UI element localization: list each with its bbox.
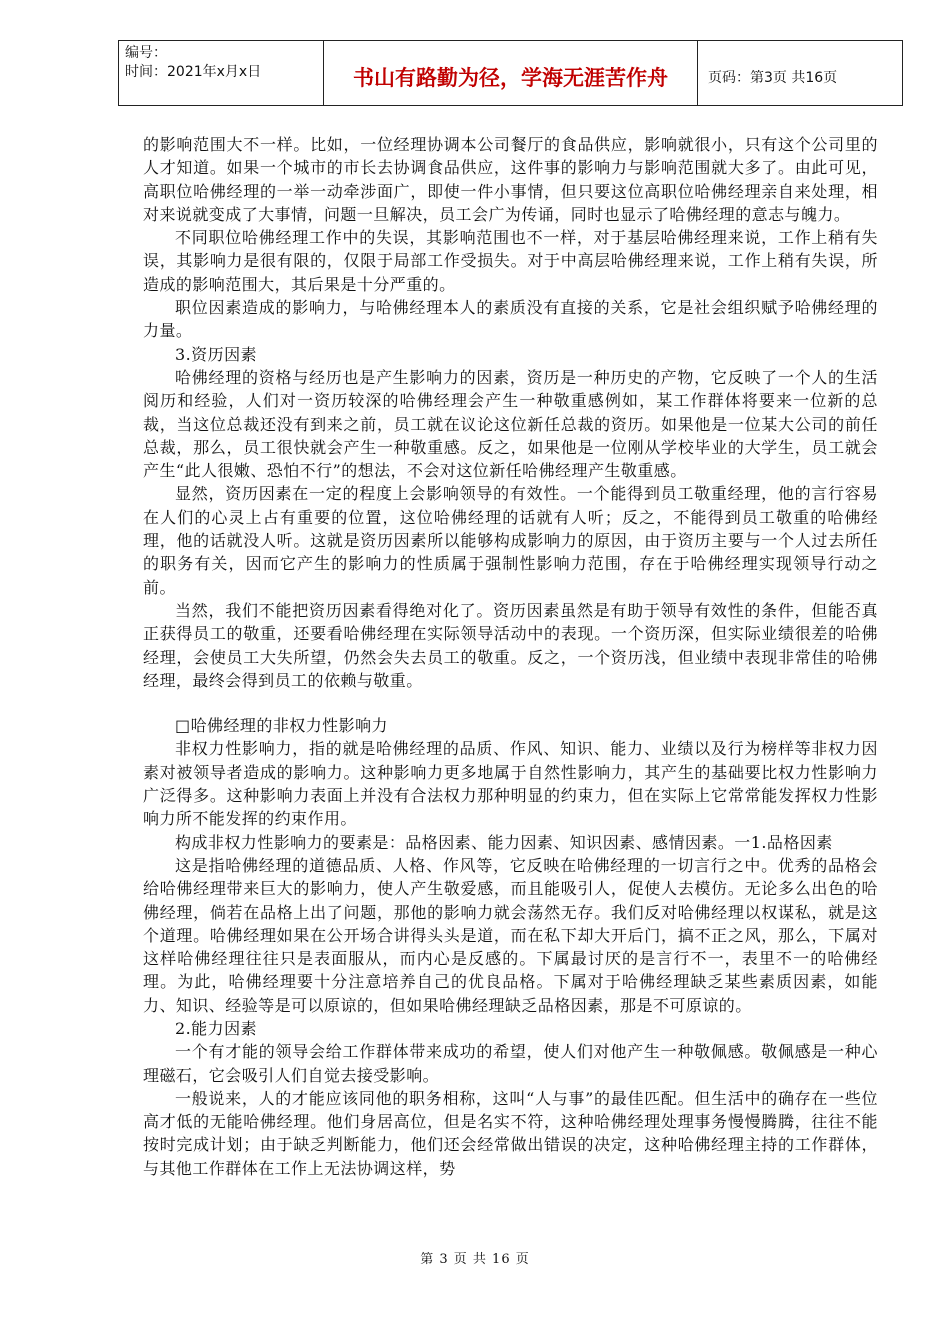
page-footer: 第 3 页 共 16 页 [420,1252,530,1267]
body-paragraph: 职位因素造成的影响力，与哈佛经理本人的素质没有直接的关系，它是社会组织赋予哈佛经理的力量。 [143,298,878,341]
section-heading: 3.资历因素 [175,344,257,364]
body-paragraph: 非权力性影响力，指的就是哈佛经理的品质、作风、知识、能力、业绩以及行为榜样等非权力因素对被领导者造成的影响力。这种影响力更多地属于自然性影响力，其产生的基础要比权力性影响力广泛得多。这种影响力表面上并没有合法权力那种明显的约束力，但在实际上它常常能发挥权力性影响力所不能发挥的约束作用。 [143,739,878,829]
header-page-info: 页码：第3页 共16页 [708,70,838,86]
body-paragraph: 当然，我们不能把资历因素看得绝对化了。资历因素虽然是有助于领导有效性的条件，但能否真正获得员工的敬重，还要看哈佛经理在实际领导活动中的表现。一个资历深，但实际业绩很差的哈佛经理，会使员工大失所望，仍然会失去员工的敬重。反之，一个资历浅，但业绩中表现非常佳的哈佛经理，最终会得到员工的依赖与敬重。 [143,600,878,690]
section-heading: □哈佛经理的非权力性影响力 [175,716,388,736]
body-paragraph: 一个有才能的领导会给工作群体带来成功的希望，使人们对他产生一种敬佩感。敬佩感是一种心理磁石，它会吸引人们自觉去接受影响。 [143,1042,878,1085]
document-time-label: 时间：2021年x月x日 [125,64,262,80]
body-paragraph: 一般说来，人的才能应该同他的职务相称，这叫“人与事”的最佳匹配。但生活中的确存在一些位高才低的无能哈佛经理。他们身居高位，但是名实不符，这种哈佛经理处理事务慢慢腾腾，往往不能按时完成计划；由于缺乏判断能力，他们还会经常做出错误的决定，这种哈佛经理主持的工作群体，与其他工作群体在工作上无法协调这样，势 [143,1088,878,1178]
document-body [143,133,878,1180]
body-paragraph: 哈佛经理的资格与经历也是产生影响力的因素，资历是一种历史的产物，它反映了一个人的生活阅历和经验，人们对一资历较深的哈佛经理会产生一种敬重感例如，某工作群体将要来一位新的总裁，当这位总裁还没有到来之前，员工就在议论这位新任总裁的资历。如果他是一位某大公司的前任总裁，那么，员工很快就会产生一种敬重感。反之，如果他是一位刚从学校毕业的大学生，员工就会产生“此人很嫩、恐怕不行”的想法，不会对这位新任哈佛经理产生敬重感。 [143,367,878,481]
header-motto: 书山有路勤为径，学海无涯苦作舟 [324,41,698,105]
body-paragraph: 显然，资历因素在一定的程度上会影响领导的有效性。一个能得到员工敬重经理，他的言行容易在人们的心灵上占有重要的位置，这位哈佛经理的话就有人听；反之，不能得到员工敬重的哈佛经理，他的话就没人听。这就是资历因素所以能够构成影响力的原因，由于资历主要与一个人过去所任的职务有关，因而它产生的影响力的性质属于强制性影响力范围，存在于哈佛经理实现领导行动之前。 [143,484,878,597]
section-heading: 2.能力因素 [175,1018,257,1038]
body-paragraph: 这是指哈佛经理的道德品质、人格、作风等，它反映在哈佛经理的一切言行之中。优秀的品格会给哈佛经理带来巨大的影响力，使人产生敬爱感，而且能吸引人，促使人去模仿。无论多么出色的哈佛经理，倘若在品格上出了问题，那他的影响力就会荡然无存。我们反对哈佛经理以权谋私，就是这个道理。哈佛经理如果在公开场合讲得头头是道，而在私下却大开后门，搞不正之风，那么，下属对这样哈佛经理往往只是表面服从，而内心是反感的。下属最讨厌的是言行不一，表里不一的哈佛经理。为此，哈佛经理要十分注意培养自己的优良品格。下属对于哈佛经理缺乏某些素质因素，如能力、知识、经验等是可以原谅的，但如果哈佛经理缺乏品格因素，那是不可原谅的。 [143,855,878,1015]
page-header [118,40,903,106]
body-paragraph: 构成非权力性影响力的要素是：品格因素、能力因素、知识因素、感情因素。一1.品格因素 [175,832,833,852]
body-paragraph: 的影响范围大不一样。比如，一位经理协调本公司餐厅的食品供应，影响就很小，只有这个公司里的人才知道。如果一个城市的市长去协调食品供应，这件事的影响力与影响范围就大多了。由此可见，高职位哈佛经理的一举一动牵涉面广，即使一件小事情，但只要这位高职位哈佛经理亲自来处理，相对来说就变成了大事情，问题一旦解决，员工会广为传诵，同时也显示了哈佛经理的意志与魄力。 [143,135,878,224]
header-meta [119,41,324,105]
body-paragraph: 不同职位哈佛经理工作中的失误，其影响范围也不一样，对于基层哈佛经理来说，工作上稍有失误，其影响力是很有限的，仅限于局部工作受损失。对于中高层哈佛经理来说，工作上稍有失误，所造成的影响范围大，其后果是十分严重的。 [143,228,878,294]
document-number-label: 编号： [125,45,167,61]
